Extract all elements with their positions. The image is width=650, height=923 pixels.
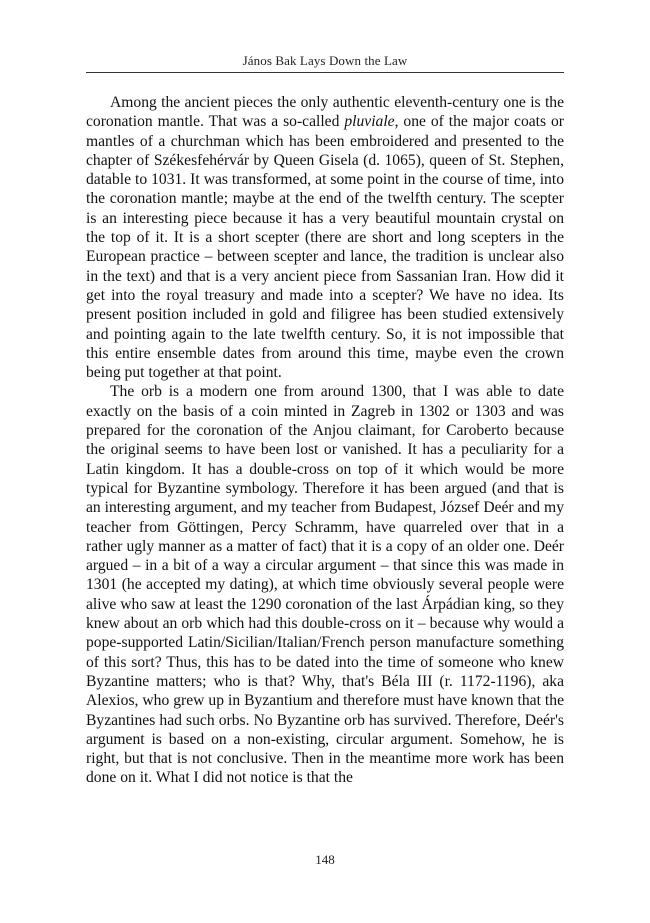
italic-term-pluviale: pluviale: [344, 113, 395, 131]
running-head-title: János Bak Lays Down the Law: [242, 53, 408, 68]
header-rule: [86, 72, 564, 73]
body-text: [86, 93, 564, 788]
page-number: 148: [315, 852, 335, 867]
paragraph-1-text-start: Among the ancient pieces the only authentic eleventh-century one is the coronation mantle. That was a so-called: [86, 94, 564, 131]
paragraph-coronation-mantle: [86, 93, 564, 382]
paragraph-1-text-end: , one of the major coats or mantles of a churchman which has been embroidered and presented to the chapter of Székesfehérvár by Queen Gisela (d. 1065), queen of St. Stephen, datable to 1031. It was transformed, at some point in the course of time, into the coronation mantle; maybe at the end of the twelfth century. The scepter is an interesting piece because it has a very beautiful mountain crystal on the top of it. It is a short scepter (there are short and long scepters in the European practice – between scepter and lance, the tradition is unclear also in the text) and that is a very ancient piece from Sassanian Iran. How did it get into the royal treasury and made into a scepter? We have no idea. Its present position included in gold and filigree has been studied extensively and pointing again to the late twelfth century. So, it is not impossible that this entire ensemble dates from around this time, maybe even the crown being put together at that point.: [86, 113, 564, 382]
paragraph-orb: The orb is a modern one from around 1300, that I was able to date exactly on the basis of a coin minted in Zagreb in 1302 or 1303 and was prepared for the coronation of the Anjou claimant, for Caroberto because the original seems to have been lost or vanished. It has a peculiarity for a Latin kingdom. It has a double-cross on top of it which would be more typical for Byzantine symbology. Therefore it has been argued (and that is an interesting argument, and my teacher from Budapest, József Deér and my teacher from Göttingen, Percy Schramm, have quarreled over that in a rather ugly manner as a matter of fact) that it is a copy of an older one. Deér argued – in a bit of a way a circular argument – that since this was made in 1301 (he accepted my dating), at which time obviously several people were alive who saw at least the 1290 coronation of the last Árpádian king, so they knew about an orb which had this double-cross on it – because why would a pope-supported Latin/Sicilian/Italian/French person manufacture something of this sort? Thus, this has to be dated into the time of someone who knew Byzantine matters; who is that? Why, that's Béla III (r. 1172-1196), aka Alexios, who grew up in Byzantium and therefore must have known that the Byzantines had such orbs. No Byzantine orb has survived. Therefore, Deér's argument is based on a non-existing, circular argument. Somehow, he is right, but that is not conclusive. Then in the meantime more work has been done on it. What I did not notice is that the: [86, 383, 564, 787]
